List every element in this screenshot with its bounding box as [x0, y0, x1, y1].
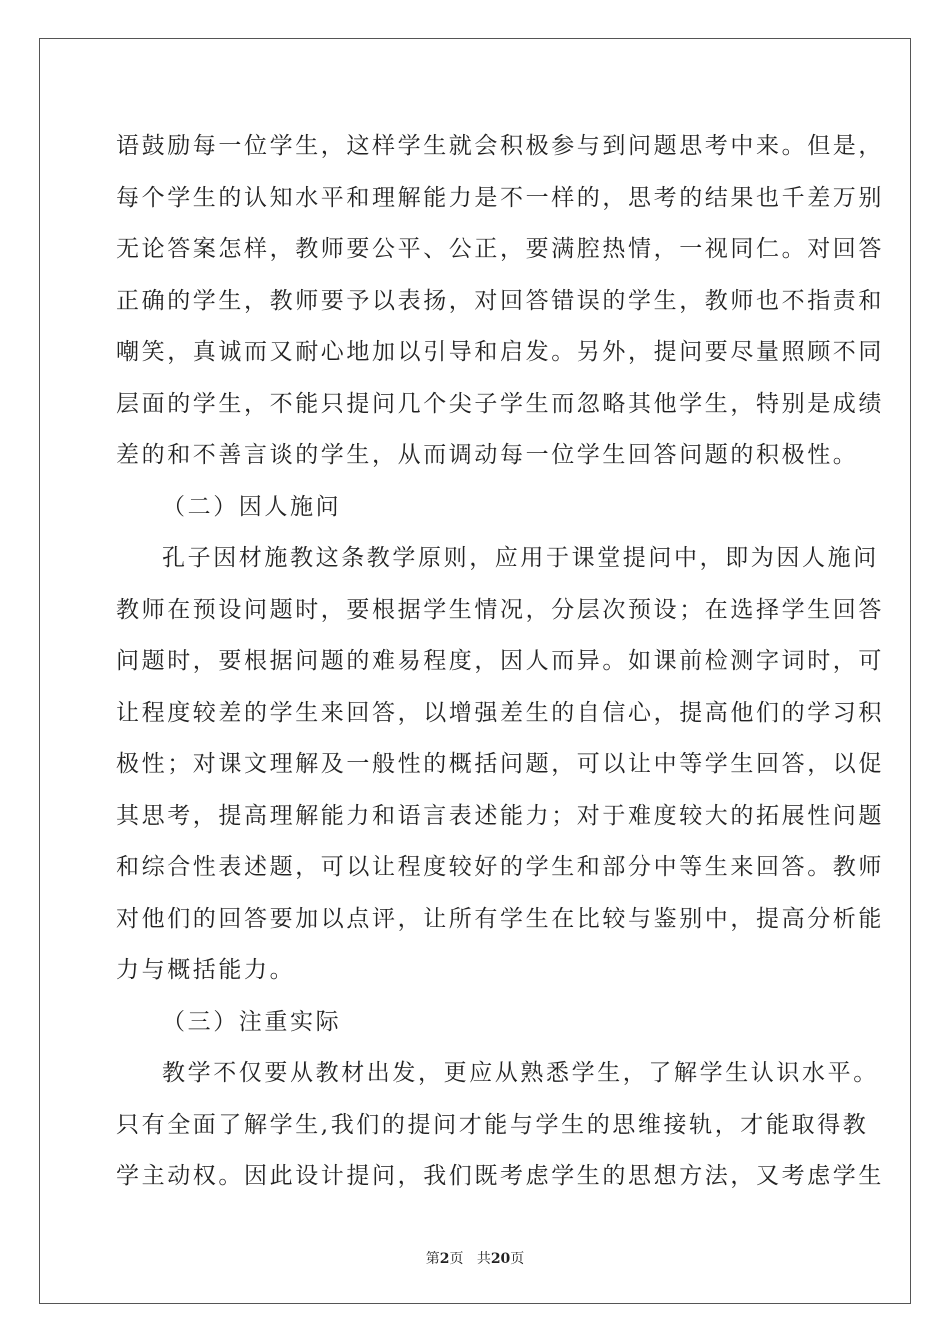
paragraph-line: 力与概括能力。	[116, 957, 296, 983]
paragraph-line: 极性；对课文理解及一般性的概括问题，可以让中等学生回答，以促	[116, 751, 884, 777]
paragraph-line: 学主动权。因此设计提问，我们既考虑学生的思想方法，又考虑学生	[116, 1163, 884, 1189]
document-body	[116, 121, 884, 1203]
paragraph-line: 只有全面了解学生,我们的提问才能与学生的思维接轨，才能取得教	[116, 1111, 869, 1138]
page-suffix: 页	[449, 1251, 464, 1267]
paragraph-line: 教师在预设问题时，要根据学生情况，分层次预设；在选择学生回答	[116, 596, 884, 623]
paragraph-line: 差的和不善言谈的学生，从而调动每一位学生回答问题的积极性。	[116, 442, 859, 468]
paragraph-line: 和综合性表述题，可以让程度较好的学生和部分中等生来回答。教师	[116, 854, 884, 880]
paragraph-line: 问题时，要根据问题的难易程度，因人而异。如课前检测字词时，可	[116, 648, 884, 674]
paragraph-line: 孔子因材施教这条教学原则，应用于课堂提问中，即为因人施问	[162, 545, 879, 571]
paragraph-line: 嘲笑，真诚而又耐心地加以引导和启发。另外，提问要尽量照顾不同	[116, 339, 884, 365]
total-prefix: 共	[476, 1251, 491, 1267]
paragraph-line: 无论答案怎样，教师要公平、公正，要满腔热情，一视同仁。对回答	[116, 236, 884, 262]
paragraph-line: 对他们的回答要加以点评，让所有学生在比较与鉴别中，提高分析能	[116, 905, 884, 932]
paragraph-line: 层面的学生，不能只提问几个尖子学生而忽略其他学生，特别是成绩	[116, 390, 884, 417]
page-current: 2	[439, 1251, 450, 1267]
paragraph-line: 每个学生的认知水平和理解能力是不一样的，思考的结果也千差万别	[116, 184, 884, 211]
page-footer	[0, 1248, 950, 1268]
paragraph-line: 教学不仅要从教材出发，更应从熟悉学生，了解学生认识水平。	[162, 1060, 879, 1086]
paragraph-line: 正确的学生，教师要予以表扬，对回答错误的学生，教师也不指责和	[116, 287, 884, 314]
paragraph-line: 语鼓励每一位学生，这样学生就会积极参与到问题思考中来。但是，	[116, 133, 884, 159]
paragraph-line: 其思考，提高理解能力和语言表述能力；对于难度较大的拓展性问题	[116, 802, 884, 829]
page-prefix: 第	[425, 1251, 440, 1267]
total-pages: 20	[490, 1251, 511, 1267]
section-heading: （三）注重实际	[162, 1008, 342, 1035]
section-heading: （二）因人施问	[162, 493, 342, 520]
total-suffix: 页	[510, 1251, 525, 1267]
paragraph-line: 让程度较差的学生来回答，以增强差生的自信心，提高他们的学习积	[116, 699, 884, 726]
